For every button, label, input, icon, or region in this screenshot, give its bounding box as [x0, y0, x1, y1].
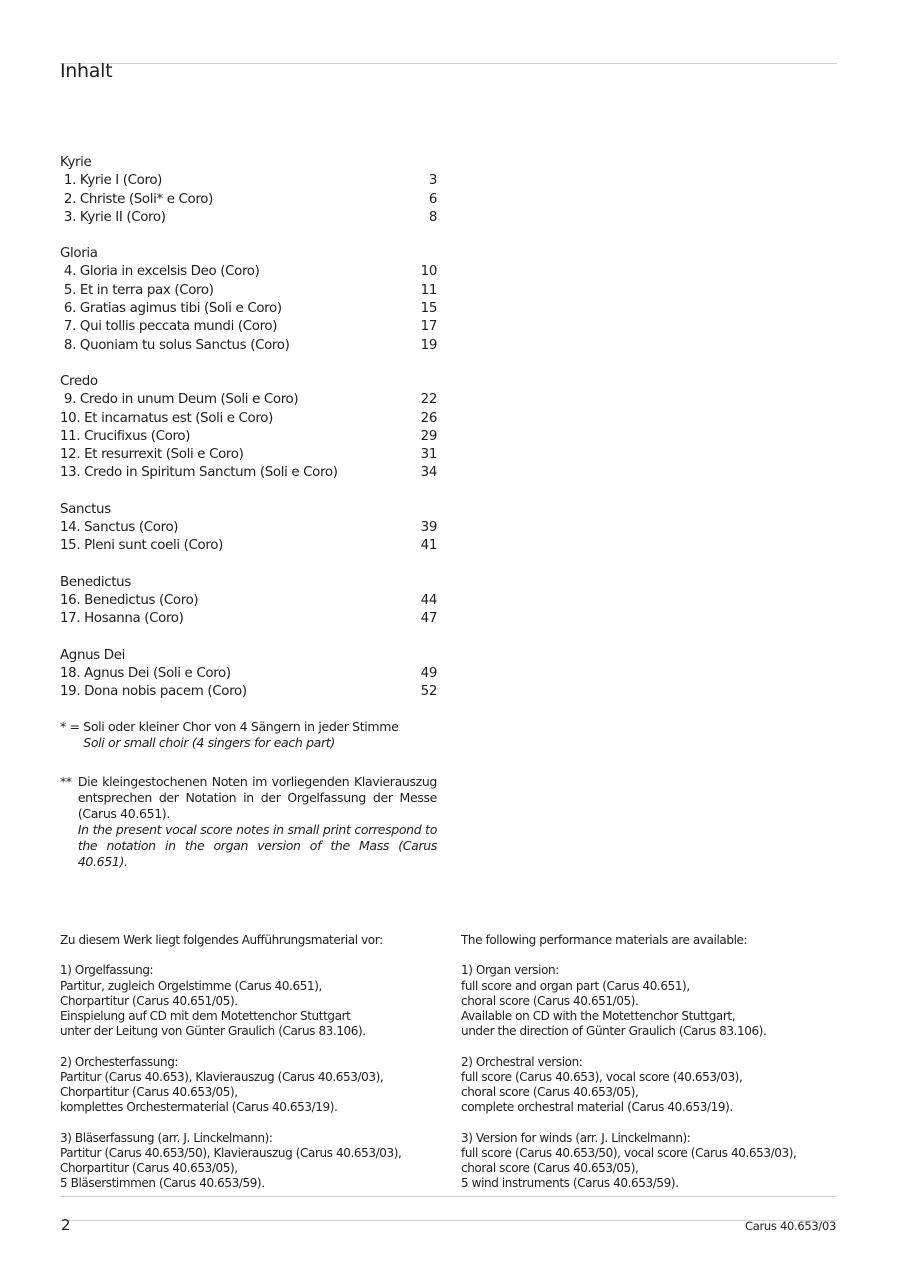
toc-entry	[60, 300, 437, 318]
performance-materials-en	[461, 933, 841, 1207]
toc-entry-title: 12. Et resurrexit (Soli e Coro)	[60, 447, 244, 463]
toc-entry-page: 22	[420, 392, 437, 408]
materials-line: komplettes Orchestermaterial (Carus 40.653/19).	[60, 1100, 338, 1115]
toc-entry-page: 52	[420, 684, 437, 700]
toc-entry	[60, 191, 437, 209]
toc-section-heading: Agnus Dei	[60, 647, 125, 663]
toc-entry	[60, 410, 437, 428]
materials-line: choral score (Carus 40.653/05),	[461, 1161, 639, 1175]
toc-entry-page: 3	[428, 173, 437, 189]
toc-entry-page: 26	[420, 410, 437, 426]
footnote-mark: **	[60, 774, 72, 789]
toc-entry-page: 31	[420, 447, 437, 463]
page-title: Inhalt	[60, 60, 113, 82]
materials-line: Available on CD with the Motettenchor Stuttgart,	[461, 1009, 736, 1023]
toc-entry-title: 8. Quoniam tu solus Sanctus (Coro)	[60, 337, 290, 353]
toc-entry-page: 15	[420, 301, 437, 317]
toc-entry-title: 11. Crucifixus (Coro)	[60, 428, 191, 444]
materials-line: full score (Carus 40.653), vocal score (40.653/03),	[461, 1069, 743, 1084]
toc-entry	[60, 537, 437, 555]
toc-entry-page: 49	[420, 665, 437, 681]
toc-entry-page: 47	[420, 611, 437, 627]
materials-line: full score and organ part (Carus 40.651),	[461, 978, 690, 993]
footer-rule-bottom	[60, 1220, 837, 1221]
toc-entry-title: 3. Kyrie II (Coro)	[60, 209, 166, 225]
footnotes	[60, 719, 437, 870]
toc-section	[60, 574, 437, 629]
materials-line: 5 wind instruments (Carus 40.653/59).	[461, 1176, 679, 1191]
materials-line: 5 Bläserstimmen (Carus 40.653/59).	[60, 1176, 265, 1191]
toc-section	[60, 501, 437, 556]
toc-entry	[60, 391, 437, 409]
toc-entry-page: 39	[420, 520, 437, 536]
materials-line: choral score (Carus 40.653/05),	[461, 1085, 639, 1099]
materials-line: 2) Orchestral version:	[461, 1054, 583, 1069]
toc-entry	[60, 592, 437, 610]
toc-section-heading: Sanctus	[60, 501, 111, 517]
toc-entry	[60, 318, 437, 336]
toc-section-heading: Kyrie	[60, 155, 92, 170]
toc-entry	[60, 209, 437, 227]
footnote-text-de: Die kleingestochenen Noten im vorliegenden Klavierauszug entsprechen der Notation in der Orgelfassung der Messe (Carus 40.651).	[77, 774, 437, 821]
materials-line: Einspielung auf CD mit dem Motettenchor Stuttgart	[60, 1009, 351, 1023]
toc-entry-title: 13. Credo in Spiritum Sanctum (Soli e Coro)	[60, 465, 338, 481]
toc-section-heading: Benedictus	[60, 574, 131, 590]
toc-section-heading: Gloria	[60, 246, 98, 262]
toc-entry	[60, 428, 437, 446]
materials-line: Chorpartitur (Carus 40.651/05).	[60, 993, 238, 1008]
toc-entry-page: 17	[420, 319, 437, 335]
materials-block	[461, 963, 841, 1039]
materials-line: 1) Orgelfassung:	[60, 963, 154, 978]
toc-entry-title: 7. Qui tollis peccata mundi (Coro)	[60, 319, 278, 335]
toc-entry	[60, 172, 437, 190]
toc-entry-page: 41	[420, 538, 437, 554]
materials-line: 3) Bläserfassung (arr. J. Linckelmann):	[60, 1130, 273, 1145]
footnote-text-de: Soli oder kleiner Chor von 4 Sängern in jeder Stimme	[83, 719, 399, 734]
toc-section	[60, 373, 437, 483]
materials-intro: The following performance materials are available:	[461, 933, 748, 947]
toc-entry-title: 2. Christe (Soli* e Coro)	[60, 191, 213, 207]
toc-entry	[60, 337, 437, 355]
toc-entry	[60, 683, 437, 701]
materials-line: under the direction of Günter Graulich (Carus 83.106).	[461, 1024, 767, 1039]
toc-entry	[60, 610, 437, 628]
footnote-text-en: In the present vocal score notes in small print correspond to the notation in the organ version of the Mass (Carus 40.651).	[77, 822, 437, 869]
footnote-small-notes	[60, 774, 437, 870]
toc-entry-page: 34	[420, 465, 437, 481]
materials-line: 3) Version for winds (arr. J. Linckelmann):	[461, 1130, 691, 1145]
toc-section-heading: Credo	[60, 373, 98, 389]
toc-entry-title: 6. Gratias agimus tibi (Soli e Coro)	[60, 301, 282, 317]
materials-line: 2) Orchesterfassung:	[60, 1054, 179, 1069]
toc-entry-page: 10	[420, 264, 437, 280]
materials-line: Chorpartitur (Carus 40.653/05),	[60, 1161, 238, 1175]
toc-entry-title: 19. Dona nobis pacem (Coro)	[60, 684, 247, 700]
footnote-mark: * =	[60, 719, 84, 734]
toc-entry	[60, 665, 437, 683]
performance-materials-de	[60, 933, 440, 1207]
toc-section	[60, 154, 437, 227]
toc-entry-title: 17. Hosanna (Coro)	[60, 611, 184, 627]
catalog-number: Carus 40.653/03	[745, 1219, 836, 1233]
toc-entry-title: 16. Benedictus (Coro)	[60, 592, 199, 608]
toc-entry-title: 15. Pleni sunt coeli (Coro)	[60, 538, 223, 554]
toc-entry-page: 8	[428, 209, 437, 225]
page-number: 2	[61, 1216, 71, 1234]
toc-entry-title: 10. Et incarnatus est (Soli e Coro)	[60, 410, 273, 426]
materials-line: 1) Organ version:	[461, 963, 559, 978]
toc-entry-title: 4. Gloria in excelsis Deo (Coro)	[60, 264, 260, 280]
materials-intro: Zu diesem Werk liegt folgendes Aufführungsmaterial vor:	[60, 933, 383, 947]
materials-line: Partitur, zugleich Orgelstimme (Carus 40.651),	[60, 978, 322, 993]
toc-entry	[60, 263, 437, 281]
toc-section	[60, 647, 437, 702]
materials-line: Partitur (Carus 40.653), Klavierauszug (Carus 40.653/03),	[60, 1069, 384, 1084]
materials-line: choral score (Carus 40.651/05).	[461, 993, 639, 1008]
toc-section	[60, 245, 437, 355]
footnote-soli	[60, 719, 437, 751]
toc-entry-page: 11	[420, 282, 437, 298]
footnote-text-en: Soli or small choir (4 singers for each part)	[83, 735, 335, 750]
toc-entry-page: 6	[428, 191, 437, 207]
table-of-contents	[60, 154, 437, 719]
materials-line: Chorpartitur (Carus 40.653/05),	[60, 1085, 238, 1099]
materials-block	[60, 1055, 440, 1116]
materials-line: unter der Leitung von Günter Graulich (Carus 83.106).	[60, 1024, 366, 1039]
header-rule	[60, 63, 837, 64]
toc-entry-title: 18. Agnus Dei (Soli e Coro)	[60, 665, 231, 681]
footer-rule-top	[60, 1196, 837, 1197]
toc-entry	[60, 282, 437, 300]
toc-entry-title: 5. Et in terra pax (Coro)	[60, 282, 214, 298]
materials-block	[461, 1055, 841, 1116]
materials-line: complete orchestral material (Carus 40.653/19).	[461, 1100, 733, 1115]
toc-entry-title: 1. Kyrie I (Coro)	[60, 173, 163, 189]
materials-block	[60, 1131, 440, 1192]
toc-entry-title: 9. Credo in unum Deum (Soli e Coro)	[60, 392, 299, 408]
toc-entry	[60, 446, 437, 464]
toc-entry-page: 29	[420, 428, 437, 444]
materials-line: Partitur (Carus 40.653/50), Klavierauszug (Carus 40.653/03),	[60, 1145, 402, 1160]
toc-entry	[60, 464, 437, 482]
materials-block	[461, 1131, 841, 1192]
toc-entry-page: 44	[420, 592, 437, 608]
toc-entry-title: 14. Sanctus (Coro)	[60, 520, 179, 536]
toc-entry-page: 19	[420, 337, 437, 353]
toc-entry	[60, 519, 437, 537]
materials-line: full score (Carus 40.653/50), vocal score (Carus 40.653/03),	[461, 1145, 797, 1160]
materials-block	[60, 963, 440, 1039]
